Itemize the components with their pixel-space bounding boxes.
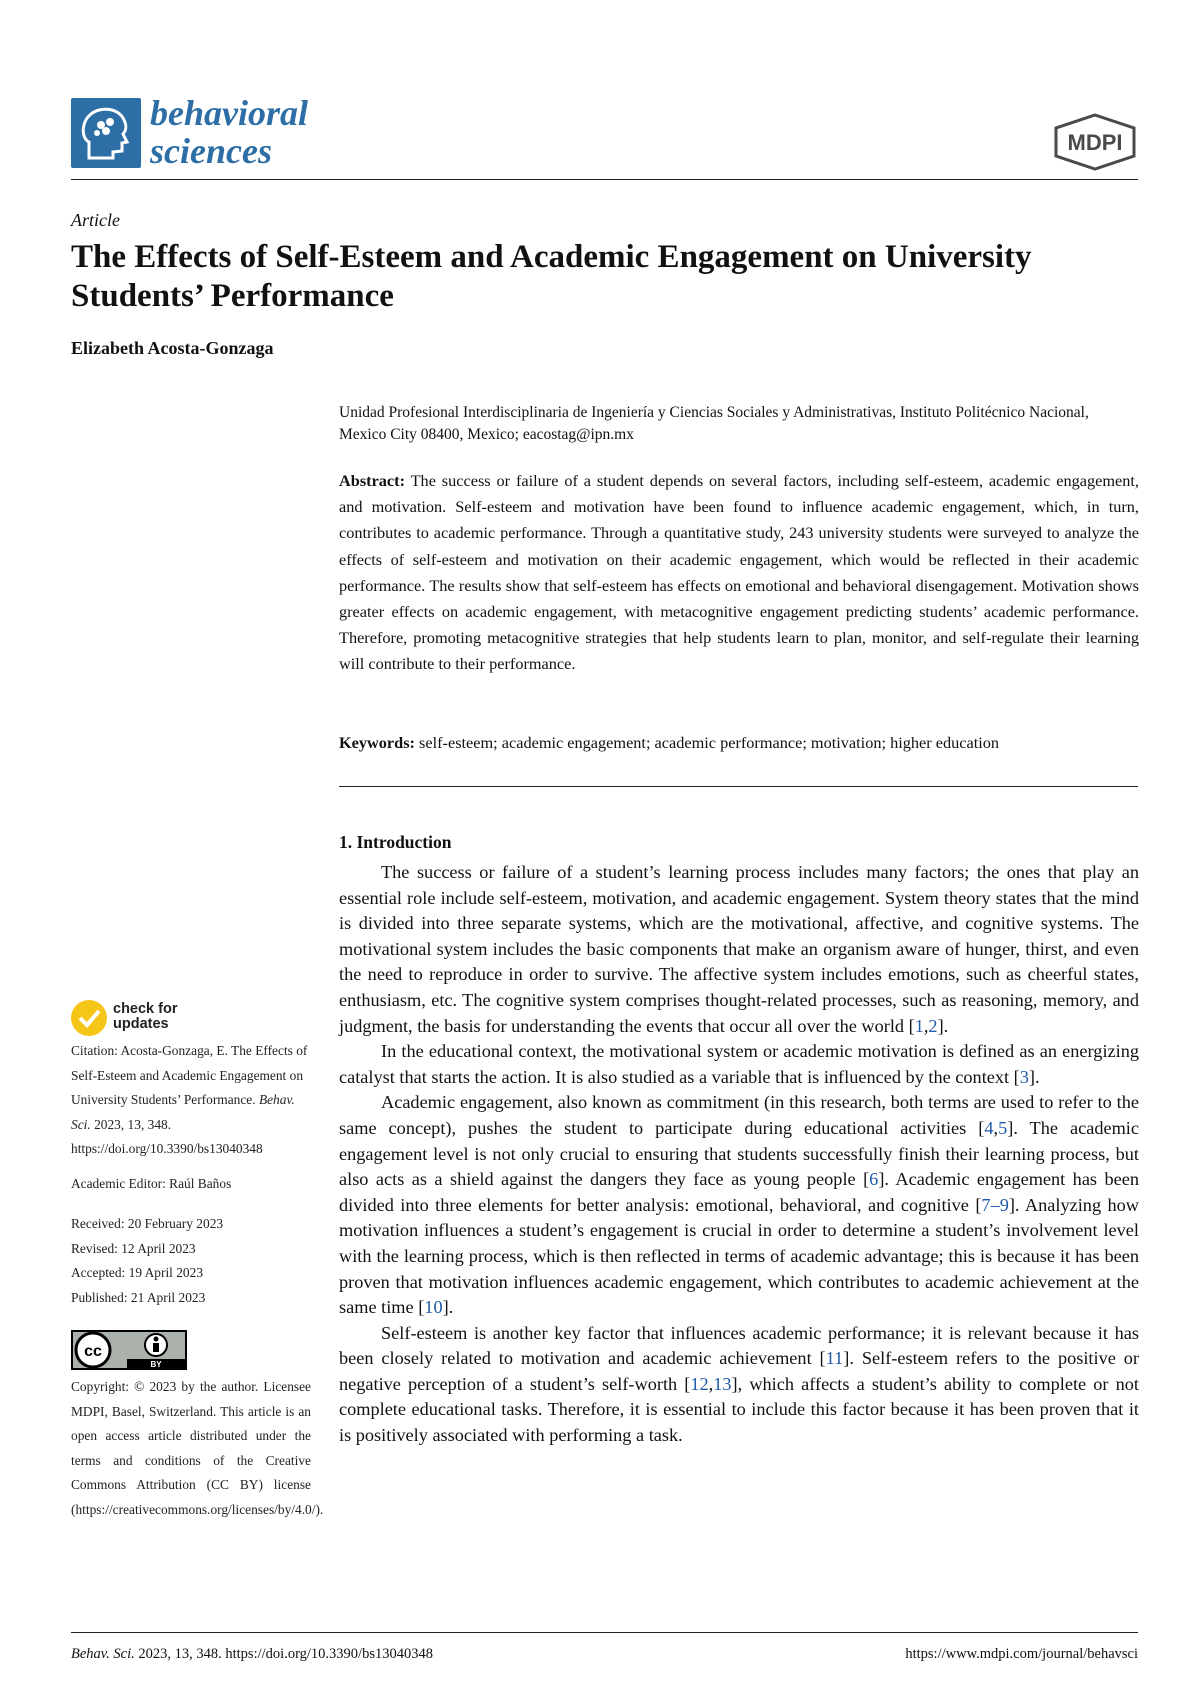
citation-link[interactable]: 13 [713,1373,732,1394]
keywords [339,730,1139,756]
citation-link[interactable]: 12 [690,1373,709,1394]
citation-link[interactable]: 7–9 [981,1194,1009,1215]
text-run: ]. Analyzing how motivation influences a student’s engagement is crucial in order to determine a student’s involvement level with the learning process, which is then reflected in terms of academic advantage; this is because it has been proven that motivation influences academic engagement, which contributes to academic achievement at the same time [ [339,1194,1140,1318]
text-run: ]. Self-esteem refers to the positive or negative perception of a student’s self-worth [ [339,1348,1139,1394]
citation-link[interactable]: 3 [1019,1066,1029,1087]
citation-link[interactable]: 4 [984,1117,994,1138]
check-label-line1: check for [113,1001,178,1017]
citation-link[interactable]: 11 [825,1348,844,1369]
citation-doi: 2023, 13, 348. https://doi.org/10.3390/bs13040348 [71,1116,263,1156]
paragraph-2 [339,1039,1139,1090]
author-name: Elizabeth Acosta-Gonzaga [71,338,274,358]
text-run: ]. The academic engagement level is not only crucial to ensuring that students successfully finish their learning process, but also acts as a shield against the dangers they face as young people [ [339,1117,1139,1190]
publisher-name: MDPI [1067,130,1123,155]
abstract-divider [339,786,1138,787]
text-run: ]. Academic engagement has been divided into three elements for better analysis: emotional, behavioral, and cognitive [ [339,1169,1139,1215]
citation-link[interactable]: 2 [928,1015,938,1036]
by-label: BY [150,1360,162,1369]
article-type: Article [71,210,120,230]
accepted-date: Accepted: 19 April 2023 [71,1265,204,1280]
text-run: Self-esteem is another key factor that influences academic performance; it is relevant because it has been closely related to motivation and academic achievement [ [339,1322,1139,1369]
citation-link[interactable]: 5 [998,1117,1008,1138]
citation-link[interactable]: 1 [914,1015,924,1036]
revised-date: Revised: 12 April 2023 [71,1240,196,1256]
abstract-label: Abstract: [339,471,406,490]
check-icon [71,1000,107,1036]
text-run: In the educational context, the motivational system or academic motivation is defined as an energizing catalyst that starts the action. It is also studied as a variable that is influenced by the context [ [339,1041,1139,1087]
citation-block [71,1039,311,1162]
journal-name-line2: sciences [150,131,272,171]
citation-link[interactable]: 10 [424,1297,443,1318]
citation-text: Citation: Acosta-Gonzaga, E. The Effects of Self-Esteem and Academic Engagement on University Students’ Performance. [71,1043,308,1107]
footer-citation [71,1646,433,1663]
keywords-text: self-esteem; academic engagement; academic performance; motivation; higher education [419,733,1000,752]
header-divider [71,179,1138,180]
published-date: Published: 21 April 2023 [71,1289,206,1305]
text-run: Academic engagement, also known as commitment (in this research, both terms are used to refer to the same concept), pushes the student to participate during educational activities [ [339,1092,1139,1138]
copyright-notice: Copyright: © 2023 by the author. Licensee MDPI, Basel, Switzerland. This article is an open access article distributed under the terms and conditions of the Creative Commons Attribution (CC BY) license (https://creativecommons.org/licenses/by/4.0/). [71,1379,324,1517]
journal-logo-icon [71,98,141,168]
paragraph-4: Self-esteem is another key factor that influences academic performance; it is relevant because it has been closely related to motivation and academic achievement [11]. Self-esteem refers to the positive or negative perception of a student’s self-worth [12,13], which affects a student’s ability to complete or not complete educational tasks. Therefore, it is essential to include this factor because it has been proven that it is positively associated with performing a task. [339,1322,1139,1446]
received-date: Received: 20 February 2023 [71,1216,224,1231]
affiliation: Unidad Profesional Interdisciplinaria de Ingeniería y Ciencias Sociales y Administrativas, Instituto Politécnico Nacional, Mexico City 08400, Mexico; eacostag@ipn.mx [339,404,1089,443]
academic-editor: Academic Editor: Raúl Baños [71,1176,232,1191]
cc-label: cc [84,1343,102,1360]
abstract-text: The success or failure of a student depends on several factors, including self-esteem, academic engagement, and motivation. Self-esteem and motivation have been found to influence academic engagement, which, in turn, contributes to academic performance. Through a quantitative study, 243 university students were surveyed to analyze the effects of self-esteem and motivation on their academic engagement, which would be reflected in their academic performance. The results show that self-esteem has effects on emotional and behavioral disengagement. Motivation shows greater effects on academic engagement, with metacognitive engagement predicting students’ academic performance. Therefore, promoting metacognitive strategies that help students learn to plan, monitor, and self-regulate their learning will contribute to their performance. [339,471,1139,674]
introduction-body [339,860,1139,1449]
paragraph-3: Academic engagement, also known as commitment (in this research, both terms are used to refer to the same concept), pushes the student to participate during educational activities [4,5]. The academic engagement level is not only crucial to ensuring that students successfully finish their learning process, but also acts as a shield against the dangers they face as young people [6]. Academic engagement has been divided into three elements for better analysis: emotional, behavioral, and cognitive [7–9]. Analyzing how motivation influences a student’s engagement is crucial in order to determine a student’s involvement level with the learning process, which is then reflected in terms of academic advantage; this is because it has been proven that motivation influences academic engagement, which contributes to academic achievement at the same time [10]. [339,1092,1140,1318]
article-title: The Effects of Self-Esteem and Academic Engagement on University Students’ Performance [71,239,1032,314]
journal-name-line1: behavioral [150,93,308,133]
footer-journal-url[interactable]: https://www.mdpi.com/journal/behavsci [905,1646,1138,1662]
check-label-line2: updates [113,1016,169,1032]
abstract [339,468,1139,678]
journal-name [150,94,308,170]
mdpi-logo [1052,113,1138,171]
section-heading: 1. Introduction [339,832,452,852]
text-run: ], which affects a student’s ability to complete or not complete educational tasks. Therefore, it is essential to include this factor because it has been proven that it is positively associated with performing a task. [339,1373,1139,1446]
check-for-updates-label [113,1002,177,1032]
text-run: ]. [937,1015,949,1036]
text-run: The success or failure of a student’s learning process includes many factors; the ones that play an essential role include self-esteem, motivation, and academic engagement. System theory states that the mind is divided into three separate systems, which are the motivational, affective, and cognitive systems. The motivational system includes the basic components that make an organism aware of hunger, thirst, and even the need to reproduce in order to survive. The affective system includes emotions, such as cheerful states, enthusiasm, etc. The cognitive system comprises thought-related processes, such as reasoning, memory, and judgment, the basis for understanding the events that occur all over the world [ [339,862,1139,1036]
footer-divider [71,1632,1138,1633]
check-for-updates-badge[interactable] [71,1000,191,1038]
cc-by-license-badge[interactable] [71,1330,187,1370]
footer-journal: Behav. Sci. [71,1646,135,1662]
footer-doi[interactable]: 2023, 13, 348. https://doi.org/10.3390/bs13040348 [138,1646,433,1662]
publication-dates [71,1212,311,1310]
keywords-label: Keywords: [339,733,415,752]
citation-journal: Behav. Sci. [71,1092,295,1132]
citation-link[interactable]: 6 [869,1169,879,1190]
text-run: ]. [442,1297,454,1318]
text-run: ]. [1028,1066,1040,1087]
paragraph-1: The success or failure of a student’s learning process includes many factors; the ones that play an essential role include self-esteem, motivation, and academic engagement. System theory states that the mind is divided into three separate systems, which are the motivational, affective, and cognitive systems. The motivational system includes the basic components that make an organism aware of hunger, thirst, and even the need to reproduce in order to survive. The affective system includes emotions, such as cheerful states, enthusiasm, etc. The cognitive system comprises thought-related processes, such as reasoning, memory, and judgment, the basis for understanding the events that occur all over the world [1,2]. [339,862,1139,1036]
